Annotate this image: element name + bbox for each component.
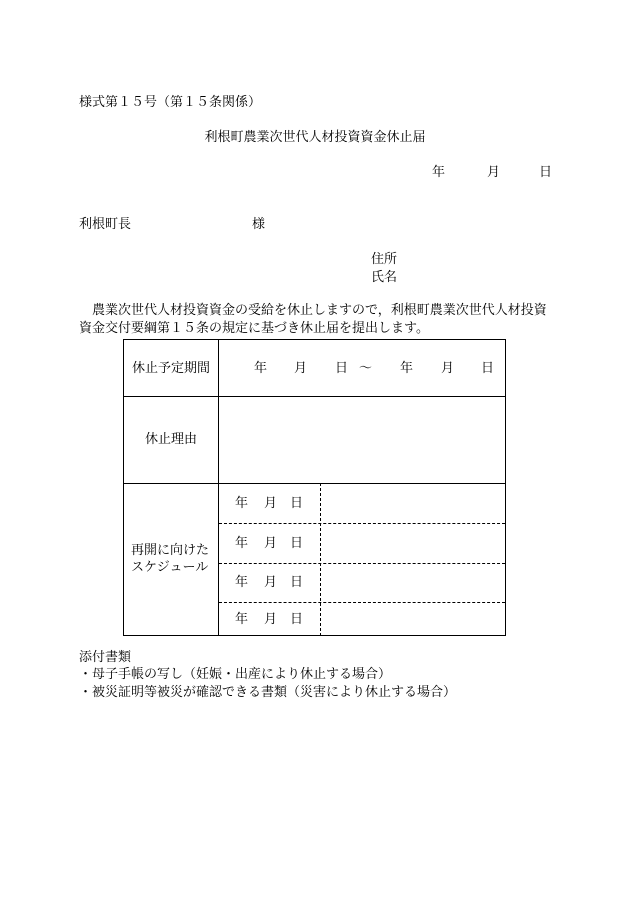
schedule-row4-input[interactable] (321, 603, 505, 636)
schedule-row4-year: 年 (235, 612, 249, 627)
reason-input-area[interactable] (219, 397, 505, 483)
document-title: 利根町農業次世代人材投資資金休止届 (204, 130, 426, 145)
reason-label: 休止理由 (145, 432, 198, 447)
schedule-row3-input[interactable] (321, 564, 505, 602)
addressee: 利根町長 (79, 217, 132, 232)
address-label: 住所 (371, 252, 398, 267)
schedule-row1-year: 年 (235, 496, 249, 511)
schedule-row3-year: 年 (235, 575, 249, 590)
period-start-year: 年 (254, 361, 268, 376)
honorific: 様 (252, 217, 266, 232)
period-end-year: 年 (400, 361, 414, 376)
period-end-month: 月 (441, 361, 455, 376)
schedule-row4-month: 月 (264, 612, 278, 627)
date-year-label: 年 (432, 165, 446, 180)
schedule-row2-year: 年 (235, 536, 249, 551)
schedule-row2-input[interactable] (321, 524, 505, 563)
period-separator: ～ (359, 361, 373, 376)
period-label: 休止予定期間 (132, 361, 211, 376)
period-end-day: 日 (481, 361, 495, 376)
date-month-label: 月 (487, 165, 501, 180)
schedule-row3-day: 日 (290, 575, 304, 590)
period-start-day: 日 (335, 361, 349, 376)
attachment-item: ・被災証明等被災が確認できる書類（災害により休止する場合） (79, 685, 457, 700)
suspension-table (123, 339, 506, 636)
schedule-row2-day: 日 (290, 536, 304, 551)
body-text: 農業次世代人材投資資金の受給を休止しますので，利根町農業次世代人材投資資金交付要綱第１５条の規定に基づき休止届を提出します。 (79, 303, 547, 336)
form-number-label: 様式第１５号（第１５条関係） (79, 95, 262, 110)
attachments-title: 添付書類 (79, 650, 132, 665)
schedule-row2-month: 月 (264, 536, 278, 551)
schedule-label-line1: 再開に向けた (131, 543, 210, 558)
period-start-month: 月 (294, 361, 308, 376)
period-input-area[interactable] (219, 340, 505, 396)
schedule-row1-input[interactable] (321, 484, 505, 523)
attachment-item: ・母子手帳の写し（妊娠・出産により休止する場合） (79, 667, 392, 682)
schedule-row1-day: 日 (290, 496, 304, 511)
schedule-row3-month: 月 (264, 575, 278, 590)
date-day-label: 日 (539, 165, 553, 180)
schedule-label-line2: スケジュール (131, 560, 209, 575)
name-label: 氏名 (371, 270, 398, 285)
schedule-row1-month: 月 (264, 496, 278, 511)
schedule-row4-day: 日 (290, 612, 304, 627)
